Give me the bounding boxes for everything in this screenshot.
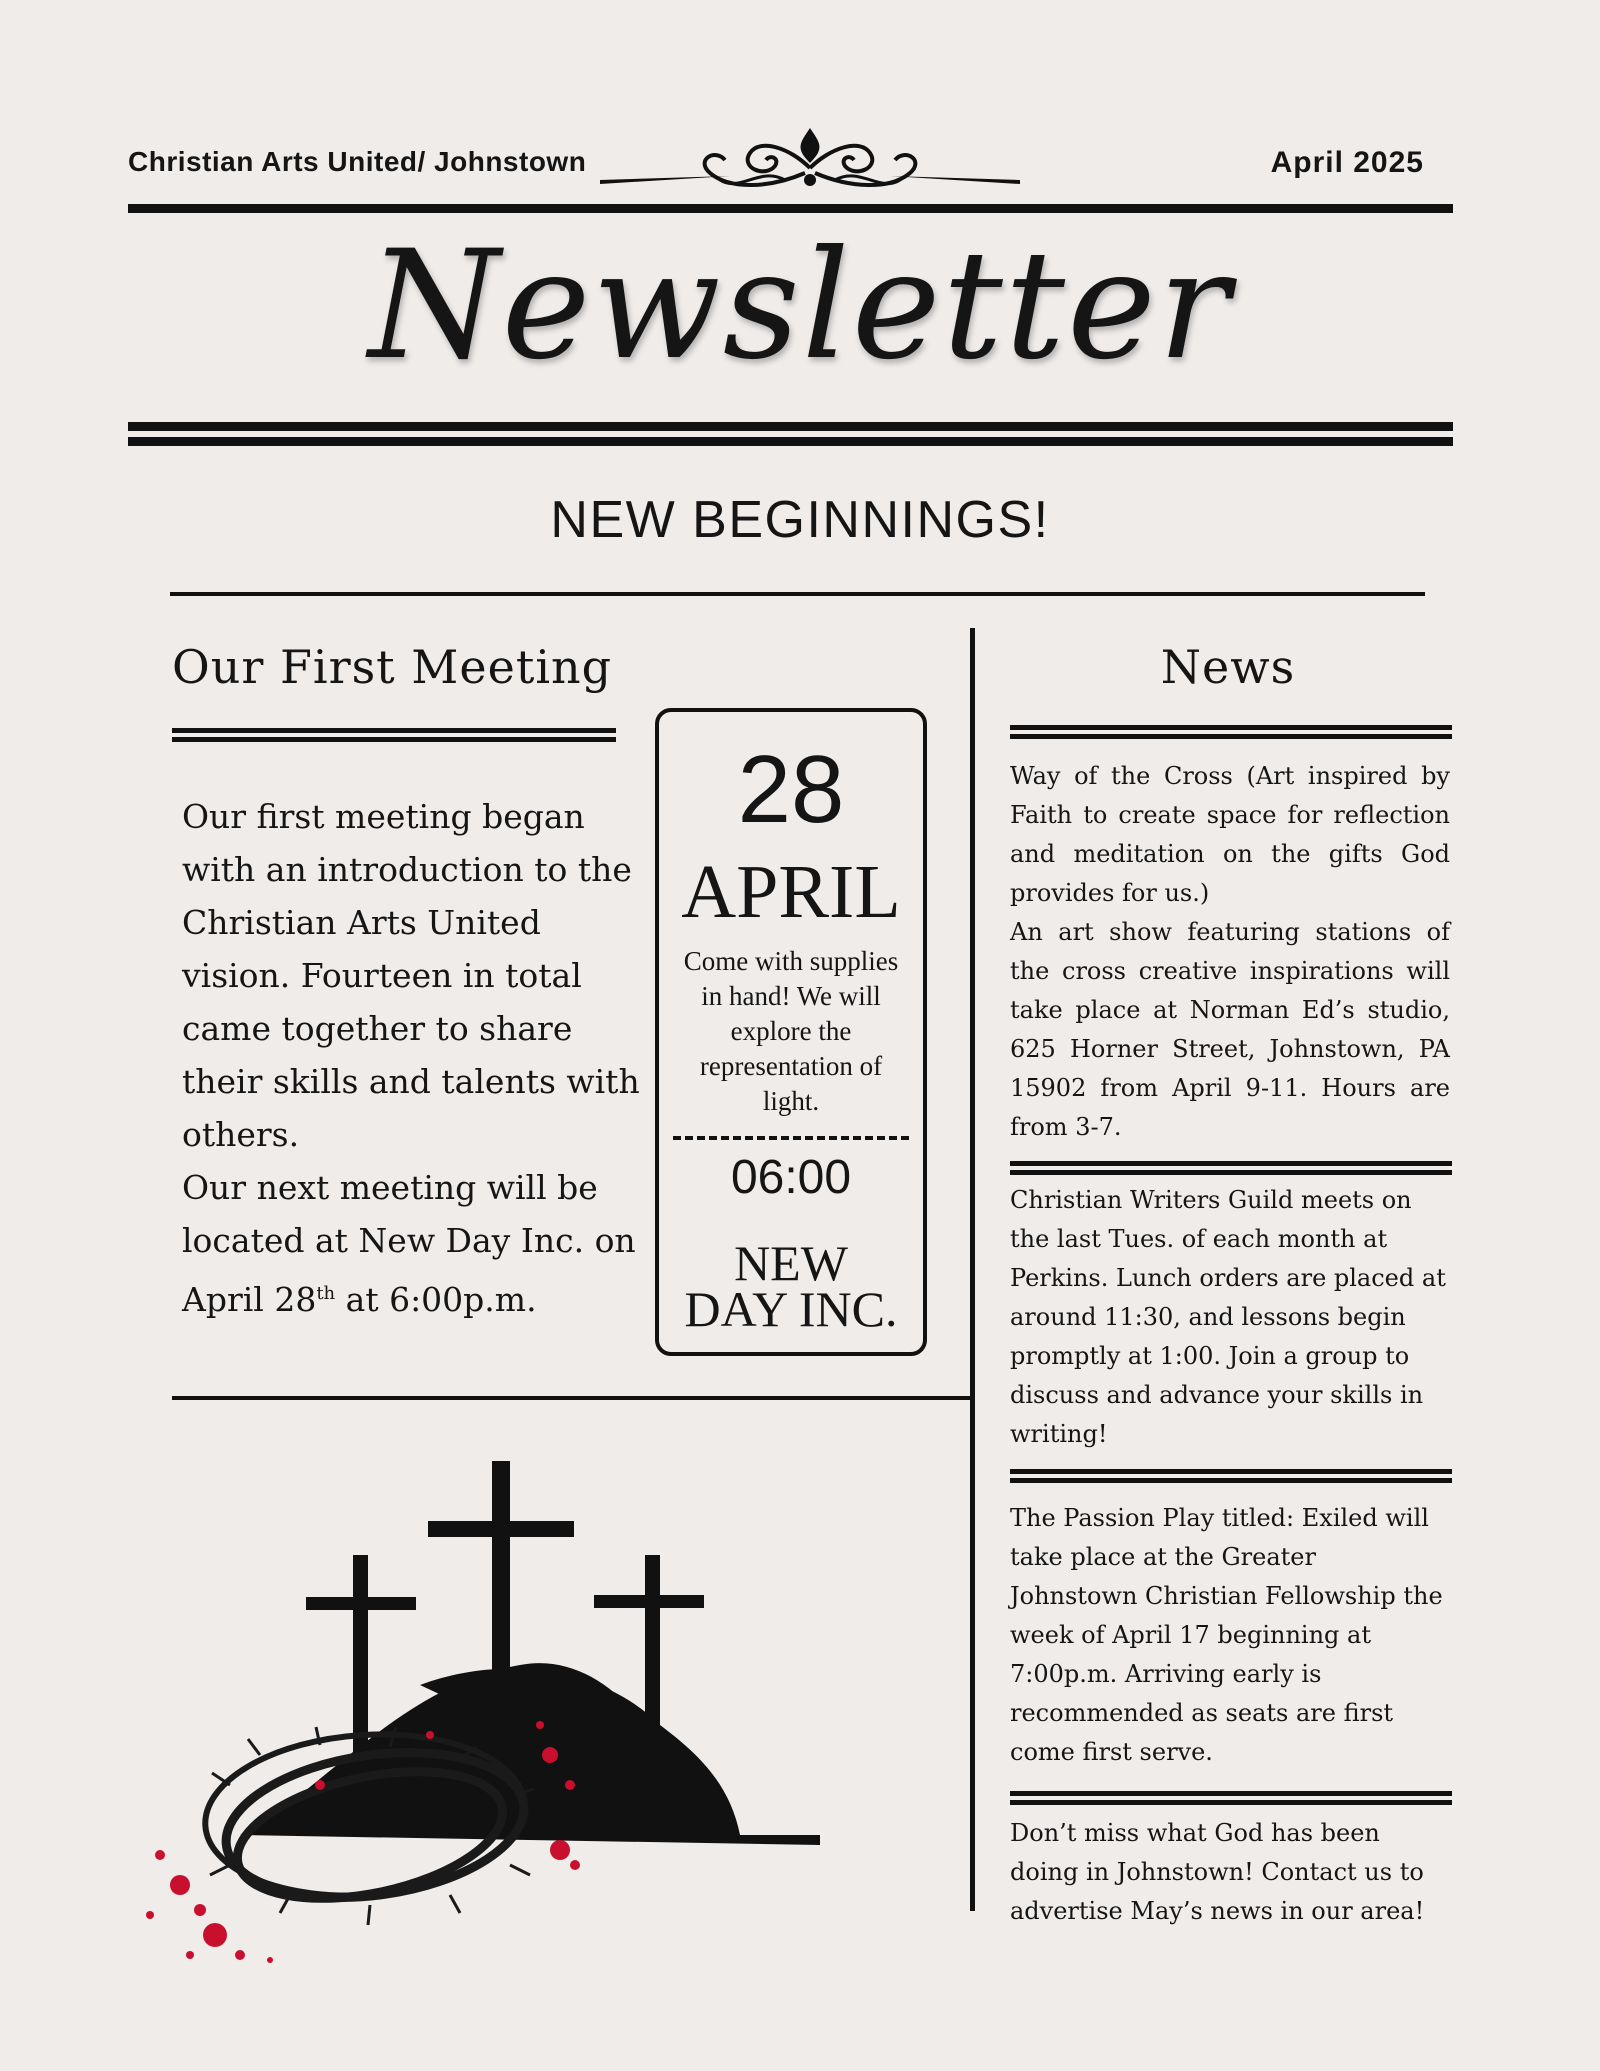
event-date-card (655, 708, 927, 1356)
meeting-paragraph-1: Our first meeting began with an introduction to the Christian Arts United vision. Fourteen in total came together to share their skills and talents with others. (182, 797, 640, 1154)
meeting-paragraph-2-lead: Our next meeting will be located at New Day Inc. on April 28 (182, 1168, 636, 1319)
news-title-rule-2 (1010, 734, 1452, 739)
news-item-passion-play (1010, 1499, 1450, 1772)
calvary-crosses-illustration (120, 1455, 840, 1975)
news-divider-3-b (1010, 1800, 1452, 1805)
news-item-contact (1010, 1814, 1450, 1931)
meeting-bottom-rule (172, 1396, 970, 1400)
news-item-4-body: Don’t miss what God has been doing in Johnstown! Contact us to advertise May’s news in our area! (1010, 1819, 1425, 1925)
flourish-ornament-icon (600, 118, 1020, 198)
event-month: APRIL (681, 850, 901, 934)
meeting-title-rule-1 (172, 728, 616, 733)
news-item-2-body: Christian Writers Guild meets on the last Tues. of each month at Perkins. Lunch orders are placed at around 11:30, and lessons begin promptly at 1:00. Join a group to discuss and advance your skills in writing! (1010, 1186, 1446, 1448)
masthead-bottom-rule-2 (128, 437, 1453, 446)
news-divider-2-b (1010, 1478, 1452, 1483)
issue-subtitle: NEW BEGINNINGS! (550, 491, 1050, 549)
issue-date: April 2025 (1270, 146, 1424, 179)
event-day: 28 (737, 736, 845, 843)
news-item-way-of-the-cross (1010, 757, 1450, 1147)
masthead-title: Newsletter (368, 219, 1232, 393)
event-note: Come with supplies in hand! We will explore the representation of light. (683, 946, 899, 1116)
column-divider (970, 628, 975, 1911)
news-divider-1-a (1010, 1161, 1452, 1166)
meeting-paragraph-2 (182, 1161, 642, 1326)
news-item-writers-guild (1010, 1181, 1450, 1454)
masthead-bottom-rule-1 (128, 422, 1453, 431)
event-time: 06:00 (730, 1151, 852, 1204)
organization-name: Christian Arts United/ Johnstown (128, 146, 587, 177)
news-divider-2-a (1010, 1469, 1452, 1474)
news-section-title: News (1160, 640, 1296, 694)
news-item-3-body: The Passion Play titled: Exiled will take place at the Greater Johnstown Christian Fellowship the week of April 17 beginning at 7:00p.m. Arriving early is recommended as seats are first come first serve. (1010, 1504, 1443, 1766)
subtitle-rule (170, 592, 1425, 596)
meeting-date-suffix: th (316, 1283, 336, 1304)
event-place (659, 1235, 923, 1337)
event-place-line-2: DAY INC. (684, 1281, 898, 1337)
meeting-title-rule-2 (172, 737, 616, 742)
news-divider-3-a (1010, 1791, 1452, 1796)
card-dashed-divider (673, 1136, 909, 1140)
news-item-1-body: An art show featuring stations of the cross creative inspirations will take place at Norman Ed’s studio, 625 Horner Street, Johnstown, PA 15902 from April 9-11. Hours are from 3-7. (1010, 918, 1450, 1141)
meeting-paragraph-2-tail: at 6:00p.m. (335, 1280, 537, 1319)
news-title-rule-1 (1010, 725, 1452, 730)
meeting-section-title: Our First Meeting (172, 640, 613, 694)
event-place-line-1: NEW (734, 1235, 848, 1291)
meeting-article (182, 790, 642, 1326)
news-divider-1-b (1010, 1170, 1452, 1175)
news-item-1-heading: Way of the Cross (Art inspired by Faith to create space for reflection and meditation on the gifts God provides for us.) (1010, 762, 1450, 907)
